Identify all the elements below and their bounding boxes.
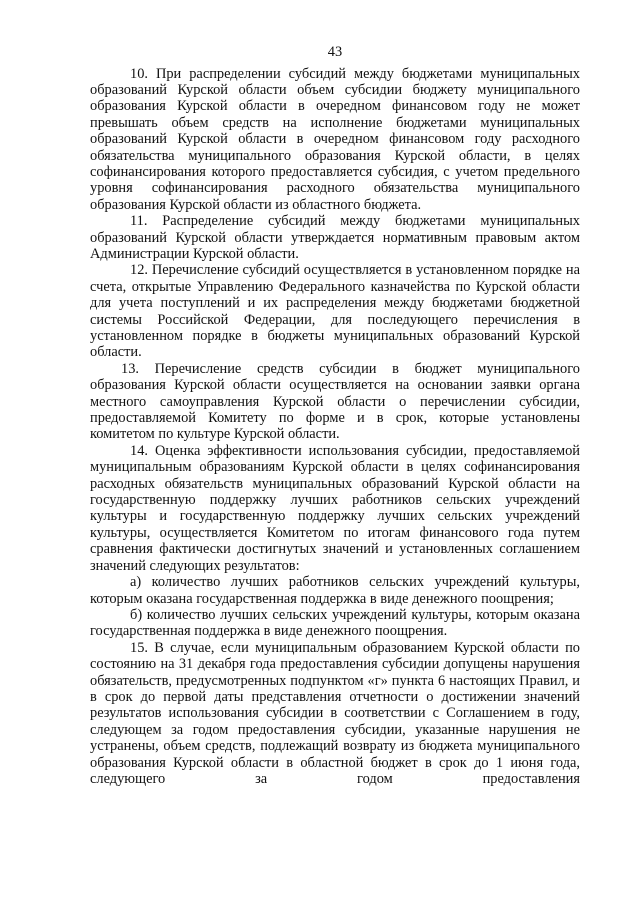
- document-page: [90, 0, 580, 905]
- list-item-a: а) количество лучших работников сельских учреждений культуры, которым оказана государственная поддержка в виде денежного поощрения;: [90, 574, 580, 607]
- list-item-b: б) количество лучших сельских учреждений культуры, которым оказана государственная поддержка в виде денежного поощрения.: [90, 606, 580, 640]
- paragraph-12: 12. Перечисление субсидий осуществляется в установленном порядке на счета, открытые Управлению Федерального казначейства по Курской области для учета поступлений и их распределения между бюджетами бюджетной системы Российской Федерации, для последующего перечисления в установленном порядке в бюджеты муниципальных образований Курской области.: [90, 262, 580, 361]
- paragraph-14: 14. Оценка эффективности использования субсидии, предоставляемой муниципальным образованиям Курской области в целях софинансирования расходных обязательств муниципальных образований Курской области на государственную поддержку лучших работников сельских учреждений культуры и государственную поддержку лучших сельских учреждений культуры, осуществляется Комитетом по итогам финансового года путем сравнения фактически достигнутых значений и установленных соглашением значений следующих результатов:: [90, 442, 580, 574]
- body-text: [90, 66, 580, 788]
- paragraph-10: 10. При распределении субсидий между бюджетами муниципальных образований Курской области объем субсидии бюджету муниципального образования Курской области в очередном финансовом году не может превышать объем средств на исполнение бюджетами муниципальных образований Курской области в очередном финансовом году расходного обязательства муниципального образования Курской области, в целях софинансирования которого предоставляется субсидия, с учетом предельного уровня софинансирования расходного обязательства муниципального образования Курской области из областного бюджета.: [90, 65, 580, 213]
- page-number: 43: [327, 44, 343, 60]
- paragraph-13: 13. Перечисление средств субсидии в бюджет муниципального образования Курской области осуществляется на основании заявки органа местного самоуправления Курской области о перечислении субсидии, предоставляемой Комитету по форме и в срок, которые установлены комитетом по культуре Курской области.: [90, 360, 580, 443]
- paragraph-15: 15. В случае, если муниципальным образованием Курской области по состоянию на 31 декабря года предоставления субсидии допущены нарушения обязательств, предусмотренных подпунктом «г» пункта 6 настоящих Правил, и в срок до первой даты представления отчетности о достижении значений результатов использования субсидии в соответствии с Соглашением в году, следующем за годом предоставления субсидии, указанные нарушения не устранены, объем средств, подлежащий возврату из бюджета муниципального образования Курской области в областной бюджет в срок до 1 июня года, следующего за годом предоставления: [90, 639, 580, 787]
- paragraph-11: 11. Распределение субсидий между бюджетами муниципальных образований Курской области утверждается нормативным правовым актом Администрации Курской области.: [90, 213, 580, 262]
